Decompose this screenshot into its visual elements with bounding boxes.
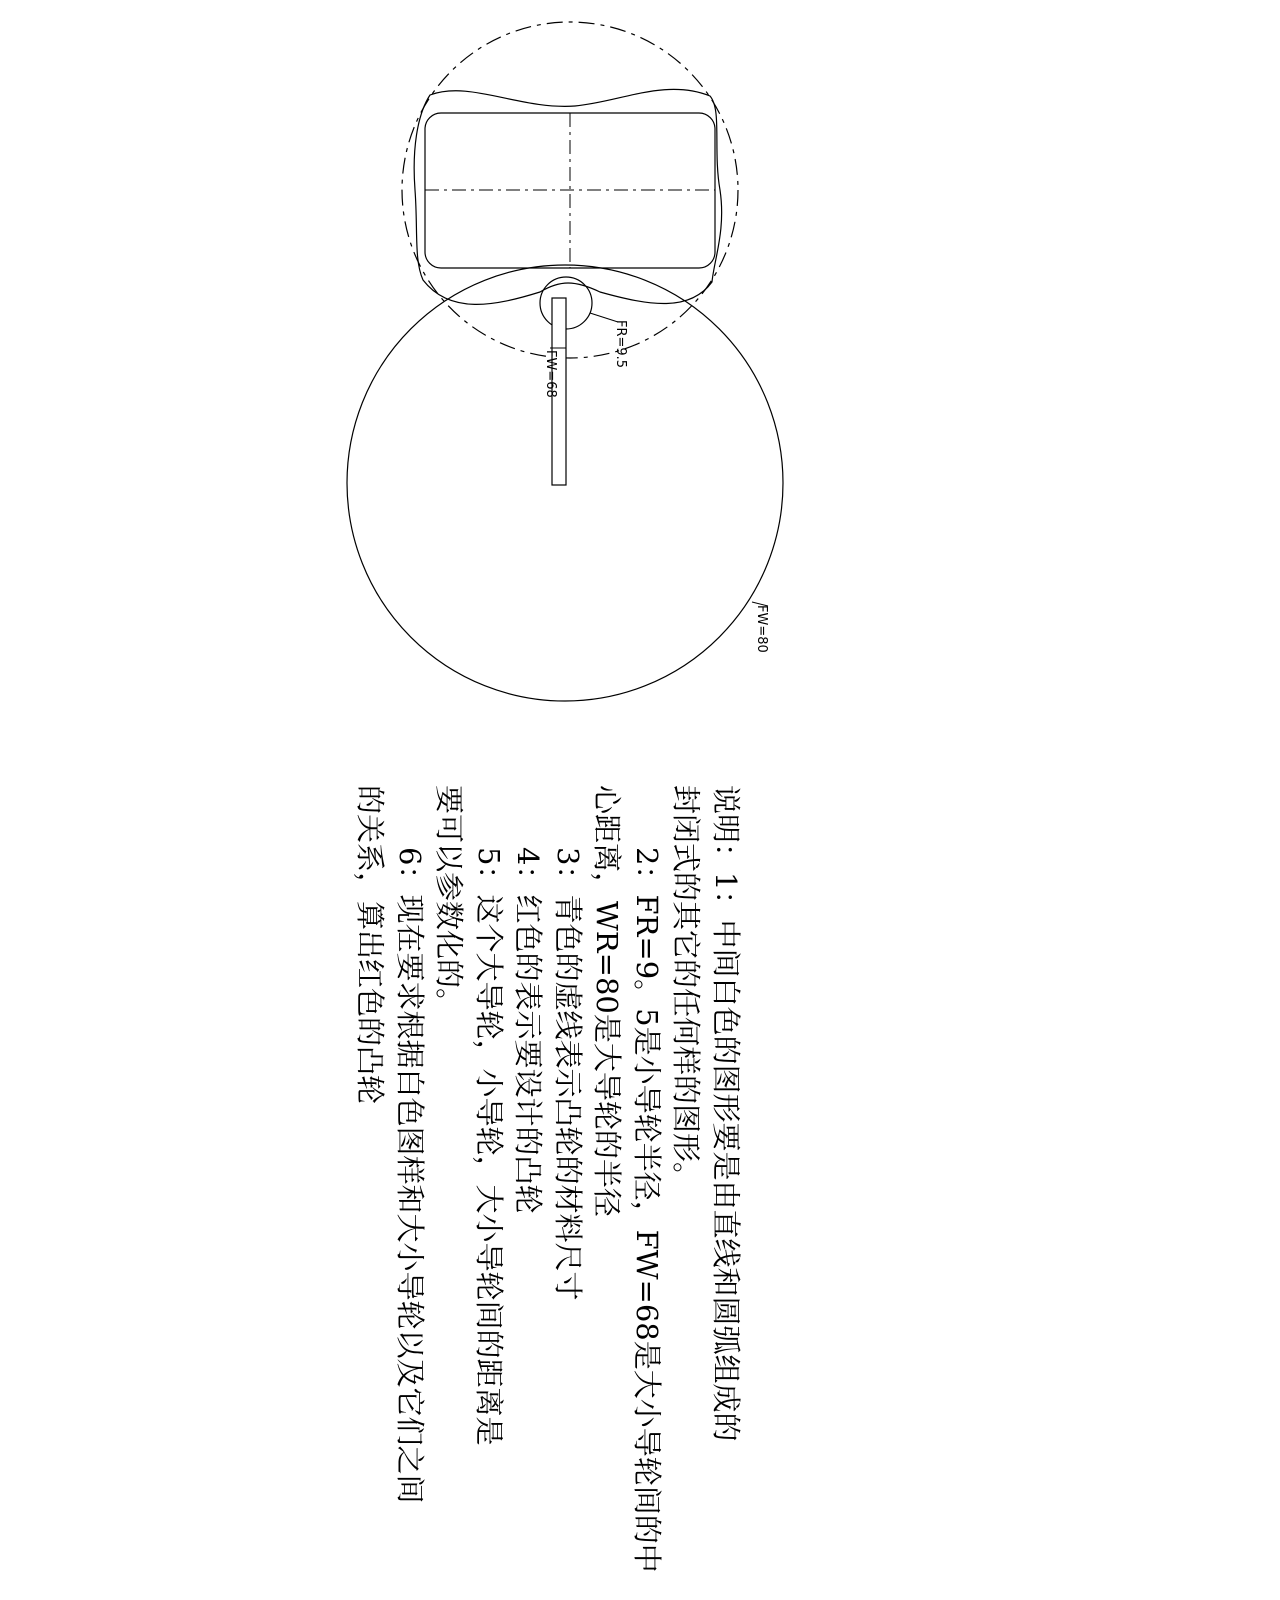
note-line: 说明：1：中间白色的图形要是由直线和圆弧组成的: [709, 785, 743, 1442]
note-line: 4：红色的表示要设计的凸轮: [511, 847, 546, 1214]
fw68-label: FW=68: [543, 350, 558, 398]
cam-profile: [414, 89, 722, 304]
note-line: 5：这个大导轮，小导轮，大小导轮间的距离是: [472, 847, 506, 1446]
note-line: 3：青色的虚线表示凸轮的材料尺寸: [551, 847, 585, 1301]
note-line: 心距离，WR=80是大导轮的半径: [590, 785, 625, 1217]
note-line: 要可以参数化的。: [432, 785, 467, 1018]
note-line: 2：FR=9。5是小导轮半径，FW=68是大小导轮间的中: [630, 847, 664, 1573]
description-notes: [350, 785, 745, 1573]
note-line: 6：现在要求根据白色图样和大小导轮以及它们之间: [393, 847, 427, 1504]
cam-diagram: [0, 0, 1280, 760]
fw80-label: FW=80: [754, 605, 769, 653]
fr-label: FR=9.5: [613, 320, 628, 369]
note-line: 封闭式的其它的任何样的图形。: [669, 785, 704, 1192]
note-line: 的关系，算出红色的凸轮: [353, 785, 388, 1105]
